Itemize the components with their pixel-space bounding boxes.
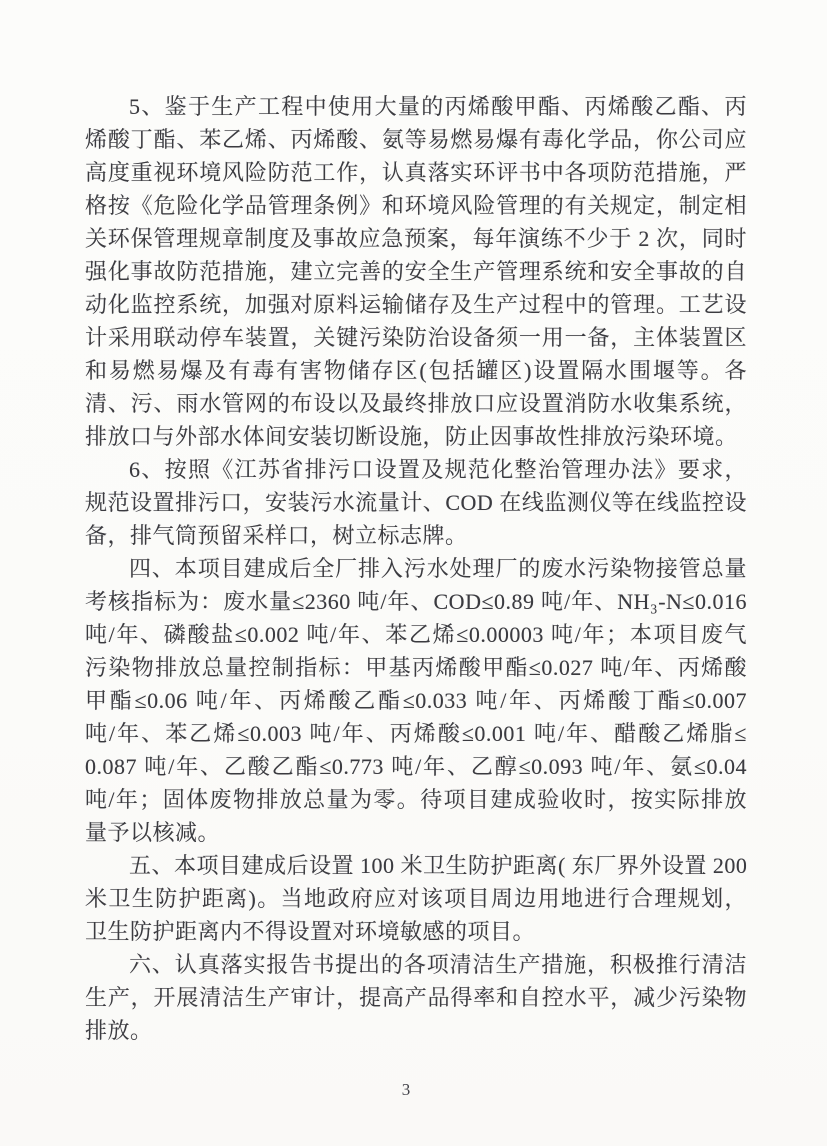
text-line: 动化监控系统，加强对原料运输储存及生产过程中的管理。工艺设 bbox=[85, 292, 747, 317]
text-line: 0.087 吨/年、乙酸乙酯≤0.773 吨/年、乙醇≤0.093 吨/年、氨≤0.04 bbox=[85, 754, 747, 779]
text-line: 清、污、雨水管网的布设以及最终排放口应设置消防水收集系统， bbox=[85, 391, 747, 416]
text-line: 排放口与外部水体间安装切断设施，防止因事故性排放污染环境。 bbox=[85, 424, 738, 449]
paragraph-item-5 bbox=[85, 90, 747, 453]
text-line: 和易燃易爆及有毒有害物储存区(包括罐区)设置隔水围堰等。各 bbox=[85, 358, 747, 383]
paragraph-item-six bbox=[85, 948, 747, 1047]
text-line: 烯酸丁酯、苯乙烯、丙烯酸、氨等易燃易爆有毒化学品，你公司应 bbox=[85, 127, 747, 152]
text-line: 污染物排放总量控制指标：甲基丙烯酸甲酯≤0.027 吨/年、丙烯酸 bbox=[85, 655, 747, 680]
text-line: 六、认真落实报告书提出的各项清洁生产措施，积极推行清洁 bbox=[129, 952, 747, 977]
paragraph-item-6 bbox=[85, 453, 747, 552]
text-line: 关环保管理规章制度及事故应急预案，每年演练不少于 2 次，同时 bbox=[85, 226, 747, 251]
text-line: 吨/年、苯乙烯≤0.003 吨/年、丙烯酸≤0.001 吨/年、醋酸乙烯脂≤ bbox=[85, 721, 747, 746]
paragraph-item-five bbox=[85, 849, 747, 948]
text-line: 四、本项目建成后全厂排入污水处理厂的废水污染物接管总量 bbox=[129, 556, 747, 581]
text-line: 6、按照《江苏省排污口设置及规范化整治管理办法》要求， bbox=[129, 457, 747, 482]
text-line: 吨/年、磷酸盐≤0.002 吨/年、苯乙烯≤0.00003 吨/年；本项目废气 bbox=[85, 622, 747, 647]
document-body bbox=[85, 90, 747, 1047]
text-line: 强化事故防范措施，建立完善的安全生产管理系统和安全事故的自 bbox=[85, 259, 747, 284]
text-line: 米卫生防护距离)。当地政府应对该项目周边用地进行合理规划， bbox=[85, 886, 747, 911]
text-line: 甲酯≤0.06 吨/年、丙烯酸乙酯≤0.033 吨/年、丙烯酸丁酯≤0.007 bbox=[85, 688, 747, 713]
text-line: 排放。 bbox=[85, 1018, 153, 1043]
text-line: 卫生防护距离内不得设置对环境敏感的项目。 bbox=[85, 919, 536, 944]
text-line: 规范设置排污口，安装污水流量计、COD 在线监测仪等在线监控设 bbox=[85, 490, 747, 515]
paragraph-item-four bbox=[85, 552, 747, 849]
page-number: 3 bbox=[401, 1080, 411, 1099]
text-line: 五、本项目建成后设置 100 米卫生防护距离( 东厂界外设置 200 bbox=[129, 853, 748, 878]
text-line: 格按《危险化学品管理条例》和环境风险管理的有关规定，制定相 bbox=[85, 193, 747, 218]
text-line: 备，排气筒预留采样口，树立标志牌。 bbox=[85, 523, 468, 548]
text-line: 吨/年；固体废物排放总量为零。待项目建成验收时，按实际排放 bbox=[85, 787, 747, 812]
text-line: 生产，开展清洁生产审计，提高产品得率和自控水平，减少污染物 bbox=[85, 985, 747, 1010]
text-line: 高度重视环境风险防范工作，认真落实环评书中各项防范措施，严 bbox=[85, 160, 747, 185]
text-line: 5、鉴于生产工程中使用大量的丙烯酸甲酯、丙烯酸乙酯、丙 bbox=[129, 94, 747, 119]
text-line: 量予以核减。 bbox=[85, 820, 221, 845]
text-line: 计采用联动停车装置，关键污染防治设备须一用一备，主体装置区 bbox=[85, 325, 747, 350]
text-line: 考核指标为：废水量≤2360 吨/年、COD≤0.89 吨/年、NH₃-N≤0.016 bbox=[85, 589, 747, 614]
